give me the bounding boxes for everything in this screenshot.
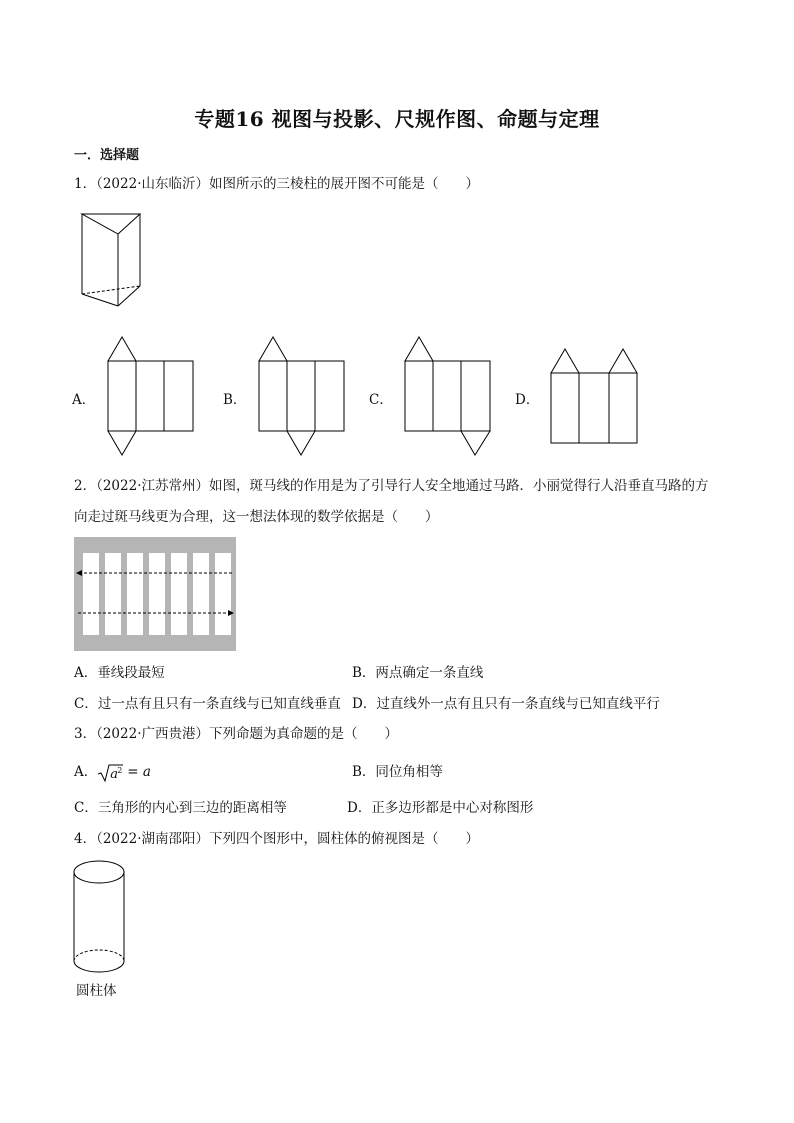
option-c-label[interactable]: C． xyxy=(369,392,393,408)
question-1-text: 1．（2022·山东临沂）如图所示的三棱柱的展开图不可能是（ ） xyxy=(74,176,479,192)
zebra-crossing-figure xyxy=(74,537,236,651)
option-d-label[interactable]: D． xyxy=(515,392,540,408)
q3-option-a[interactable] xyxy=(74,762,151,783)
section-heading: 一．选择题 xyxy=(74,148,140,163)
q2-option-a[interactable]: A．垂线段最短 xyxy=(74,665,165,681)
net-option-c[interactable] xyxy=(403,335,493,459)
option-b-label[interactable]: B． xyxy=(223,392,247,408)
cylinder-caption: 圆柱体 xyxy=(76,983,117,999)
triangular-prism-figure xyxy=(80,212,160,310)
q2-option-b[interactable]: B．两点确定一条直线 xyxy=(352,665,484,681)
net-option-b[interactable] xyxy=(257,335,347,459)
radicand-variable: a xyxy=(110,766,119,782)
q2-option-d[interactable]: D．过直线外一点有且只有一条直线与已知直线平行 xyxy=(352,696,660,712)
page-title: 专题16 视图与投影、尺规作图、命题与定理 xyxy=(194,107,600,131)
radicand-exponent: 2 xyxy=(117,765,123,775)
net-option-a[interactable] xyxy=(106,335,196,459)
q3-option-b[interactable]: B．同位角相等 xyxy=(352,764,443,780)
q3-option-d[interactable]: D．正多边形都是中心对称图形 xyxy=(347,800,534,816)
question-2-line2: 向走过斑马线更为合理，这一想法体现的数学依据是（ ） xyxy=(74,509,439,525)
cylinder-figure xyxy=(72,858,126,976)
q3-option-a-rhs: = a xyxy=(127,764,151,780)
net-option-d[interactable] xyxy=(549,347,641,447)
question-2-line1: 2．（2022·江苏常州）如图，斑马线的作用是为了引导行人安全地通过马路．小丽觉得行人沿垂直马路的方 xyxy=(74,478,709,494)
q3-option-c[interactable]: C．三角形的内心到三边的距离相等 xyxy=(74,800,287,816)
q3-option-a-label: A． xyxy=(74,764,98,780)
question-3-text: 3．（2022·广西贵港）下列命题为真命题的是（ ） xyxy=(74,726,398,742)
question-4-text: 4．（2022·湖南邵阳）下列四个图形中，圆柱体的俯视图是（ ） xyxy=(74,831,479,847)
square-root-expression xyxy=(97,763,123,783)
option-a-label[interactable]: A． xyxy=(72,392,96,408)
q2-option-c[interactable]: C．过一点有且只有一条直线与已知直线垂直 xyxy=(74,696,341,712)
